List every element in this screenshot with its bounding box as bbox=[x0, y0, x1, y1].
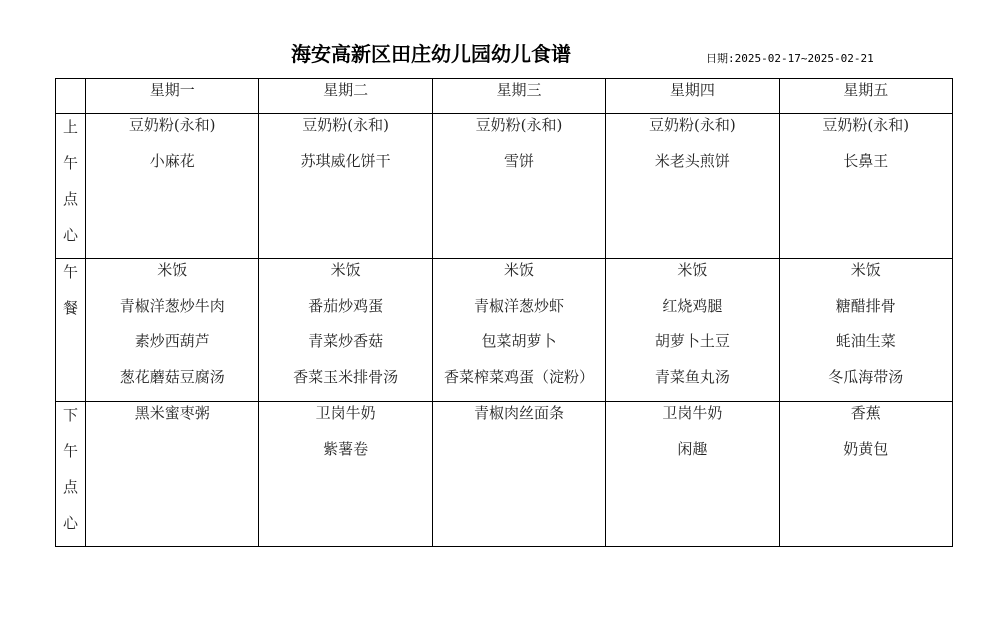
menu-item: 糖醋排骨 bbox=[835, 296, 896, 315]
day-header-row bbox=[56, 79, 953, 114]
menu-item: 长鼻王 bbox=[843, 151, 889, 170]
meal-label-char: 点 bbox=[62, 478, 78, 496]
menu-item: 卫岗牛奶 bbox=[315, 404, 376, 422]
menu-item: 豆奶粉(永和) bbox=[475, 116, 563, 134]
day-header-wed: 星期三 bbox=[432, 79, 605, 114]
menu-cell-thu-lunch bbox=[606, 259, 779, 402]
menu-item: 香菜榨菜鸡蛋（淀粉） bbox=[443, 367, 594, 386]
menu-item: 紫薯卷 bbox=[323, 439, 369, 458]
menu-item: 米饭 bbox=[677, 261, 708, 279]
menu-item: 香蕉 bbox=[850, 404, 881, 422]
menu-item: 包菜胡萝卜 bbox=[481, 332, 557, 350]
menu-item: 蚝油生菜 bbox=[835, 332, 896, 350]
meal-label-char: 上 bbox=[62, 118, 78, 136]
menu-cell-mon-afternoon bbox=[86, 402, 259, 547]
menu-item: 米饭 bbox=[850, 261, 881, 279]
menu-cell-thu-afternoon bbox=[606, 402, 779, 547]
menu-cell-mon-morning bbox=[86, 114, 259, 259]
row-afternoon-snack bbox=[56, 402, 953, 547]
menu-item: 黑米蜜枣粥 bbox=[134, 404, 210, 422]
menu-item: 奶黄包 bbox=[843, 439, 889, 458]
day-header-mon: 星期一 bbox=[86, 79, 259, 114]
menu-item: 青菜炒香菇 bbox=[308, 332, 384, 350]
menu-item: 米饭 bbox=[503, 261, 534, 279]
menu-cell-fri-afternoon bbox=[779, 402, 952, 547]
menu-cell-tue-afternoon bbox=[259, 402, 432, 547]
menu-item: 豆奶粉(永和) bbox=[302, 116, 389, 134]
menu-item: 青椒洋葱炒虾 bbox=[473, 296, 564, 315]
meal-label-char: 午 bbox=[62, 263, 78, 281]
menu-item: 雪饼 bbox=[503, 151, 534, 170]
meal-label-char: 点 bbox=[62, 190, 78, 208]
row-lunch bbox=[56, 259, 953, 402]
menu-item: 素炒西葫芦 bbox=[134, 332, 210, 350]
menu-item: 红烧鸡腿 bbox=[662, 296, 723, 315]
date-range: 日期:2025-02-17~2025-02-21 bbox=[706, 52, 874, 65]
menu-item: 小麻花 bbox=[149, 151, 195, 170]
meal-label-char: 下 bbox=[62, 406, 78, 424]
meal-label-char: 心 bbox=[62, 514, 78, 532]
day-header-tue: 星期二 bbox=[259, 79, 432, 114]
meal-label-char: 午 bbox=[62, 154, 78, 172]
menu-cell-fri-morning bbox=[779, 114, 952, 259]
menu-item: 米饭 bbox=[157, 261, 188, 279]
menu-item: 米饭 bbox=[330, 261, 361, 279]
menu-item: 苏琪威化饼干 bbox=[300, 151, 391, 170]
menu-item: 豆奶粉(永和) bbox=[649, 116, 736, 134]
day-header-fri: 星期五 bbox=[779, 79, 952, 114]
meal-label-char: 心 bbox=[62, 226, 78, 244]
menu-cell-tue-lunch bbox=[259, 259, 432, 402]
menu-item: 豆奶粉(永和) bbox=[128, 116, 216, 134]
meal-label-afternoon bbox=[56, 402, 86, 547]
meal-label-lunch bbox=[56, 259, 86, 402]
menu-cell-wed-afternoon bbox=[432, 402, 605, 547]
menu-cell-mon-lunch bbox=[86, 259, 259, 402]
menu-item: 葱花蘑菇豆腐汤 bbox=[119, 367, 225, 386]
menu-item: 闲趣 bbox=[677, 439, 708, 458]
menu-item: 青菜鱼丸汤 bbox=[654, 367, 730, 386]
meal-label-char: 午 bbox=[62, 442, 78, 460]
row-morning-snack bbox=[56, 114, 953, 259]
menu-cell-thu-morning bbox=[606, 114, 779, 259]
menu-item: 豆奶粉(永和) bbox=[822, 116, 910, 134]
menu-item: 青椒洋葱炒牛肉 bbox=[119, 296, 225, 315]
page-title: 海安高新区田庄幼儿园幼儿食谱 bbox=[291, 42, 571, 66]
menu-cell-fri-lunch bbox=[779, 259, 952, 402]
menu-item: 番茄炒鸡蛋 bbox=[308, 296, 384, 315]
menu-item: 冬瓜海带汤 bbox=[828, 367, 904, 386]
menu-cell-wed-lunch bbox=[432, 259, 605, 402]
day-header-thu: 星期四 bbox=[606, 79, 779, 114]
menu-item: 香菜玉米排骨汤 bbox=[293, 367, 399, 386]
menu-cell-tue-morning bbox=[259, 114, 432, 259]
menu-item: 卫岗牛奶 bbox=[662, 404, 723, 422]
menu-item: 米老头煎饼 bbox=[654, 151, 730, 170]
menu-table bbox=[55, 78, 953, 547]
meal-label-morning bbox=[56, 114, 86, 259]
meal-label-char: 餐 bbox=[62, 299, 78, 317]
menu-cell-wed-morning bbox=[432, 114, 605, 259]
corner-cell bbox=[56, 79, 86, 114]
menu-item: 胡萝卜土豆 bbox=[654, 332, 730, 350]
menu-item: 青椒肉丝面条 bbox=[473, 404, 564, 422]
